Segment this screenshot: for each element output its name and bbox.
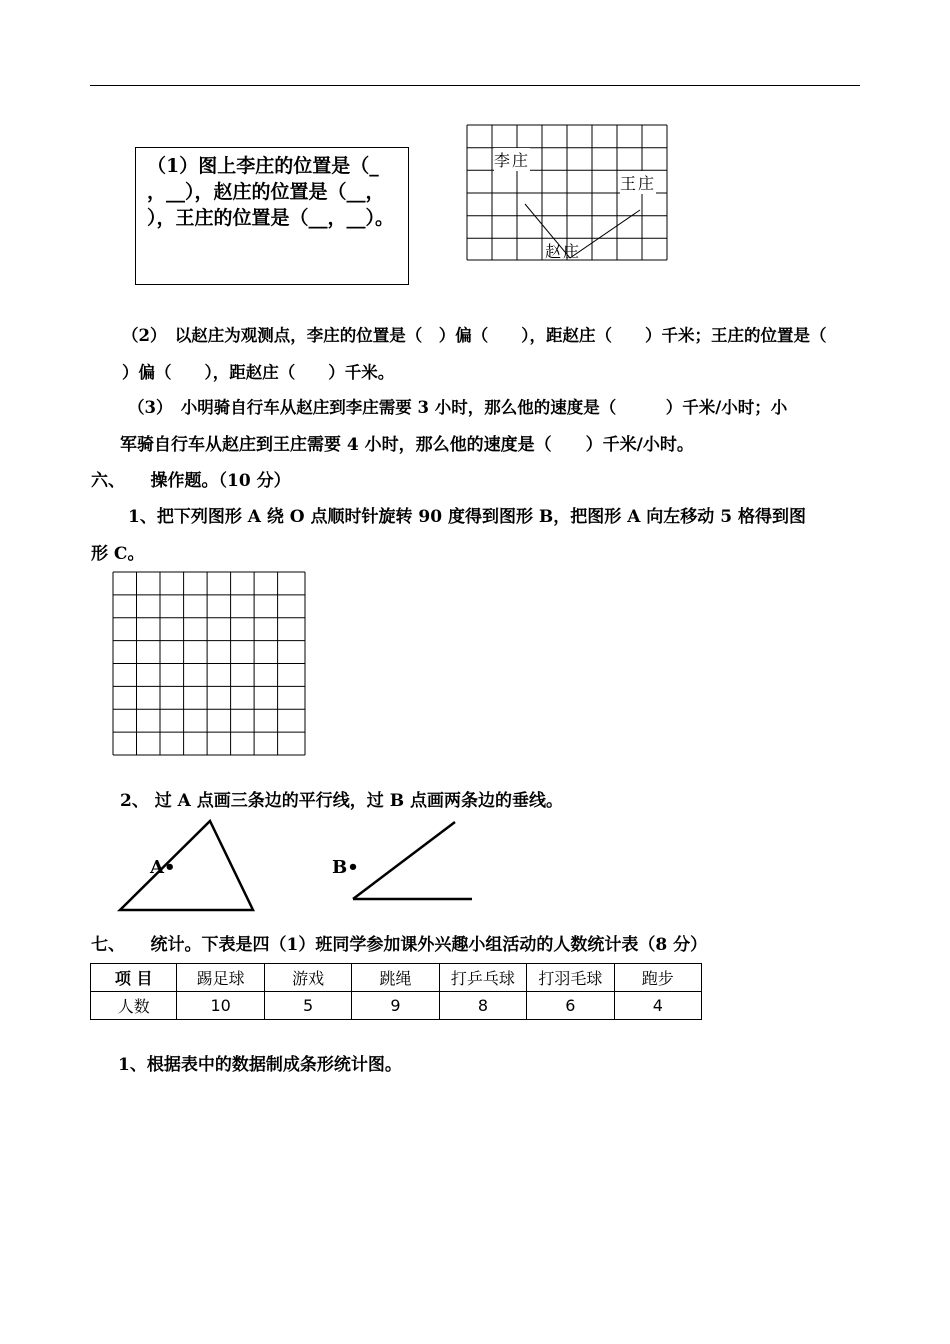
table-cell: 踢足球 (177, 964, 264, 992)
stats-question-1: 1、根据表中的数据制成条形统计图。 (118, 1055, 402, 1075)
table-cell: 5 (264, 992, 351, 1020)
table-cell: 跳绳 (352, 964, 439, 992)
table-cell: 人数 (91, 992, 177, 1020)
angle-figure (345, 815, 475, 905)
question-3-line2: 军骑自行车从赵庄到王庄需要 4 小时，那么他的速度是（ ）千米/小时。 (120, 435, 694, 455)
table-cell: 打羽毛球 (527, 964, 614, 992)
top-rule (90, 85, 860, 86)
op-question-2: 2、 过 A 点画三条边的平行线，过 B 点画两条边的垂线。 (120, 791, 563, 811)
question-3-line1: （3） 小明骑自行车从赵庄到李庄需要 3 小时，那么他的速度是（ ）千米/小时；小 (128, 398, 788, 417)
label-lizhuang: 李庄 (494, 148, 530, 171)
table-row (91, 992, 702, 1020)
question-box-text: （1）图上李庄的位置是（_ ，__），赵庄的位置是（__， ），王庄的位置是（__，__）。 (147, 155, 395, 229)
op-question-1-line1: 1、把下列图形 A 绕 O 点顺时针旋转 90 度得到图形 B，把图形 A 向左移动 5 格得到图 (128, 507, 806, 527)
point-a-label: A• (150, 857, 176, 878)
table-header-row (91, 964, 702, 992)
table-cell: 项 目 (91, 964, 177, 992)
table-cell: 8 (439, 992, 526, 1020)
table-cell: 游戏 (264, 964, 351, 992)
table-cell: 4 (614, 992, 701, 1020)
table-cell: 10 (177, 992, 264, 1020)
question-2-line1: （2） 以赵庄为观测点，李庄的位置是（ ）偏（ ），距赵庄（ ）千米；王庄的位置是（ (122, 326, 827, 345)
point-b-label: B• (332, 857, 359, 878)
table-cell: 9 (352, 992, 439, 1020)
question-2-line2: ）偏（ ），距赵庄（ ）千米。 (122, 363, 395, 382)
op-question-1-line2: 形 C。 (91, 544, 145, 564)
table-cell: 打乒乓球 (439, 964, 526, 992)
section-6-title: 六、 操作题。（10 分） (91, 471, 291, 491)
rotation-grid (112, 571, 306, 757)
table-cell: 6 (527, 992, 614, 1020)
table-cell: 跑步 (614, 964, 701, 992)
section-7-title: 七、 统计。下表是四（1）班同学参加课外兴趣小组活动的人数统计表（8 分） (91, 935, 708, 955)
label-wangzhuang: 王庄 (620, 171, 656, 194)
stats-table (90, 963, 702, 1020)
label-zhaozhuang: 赵庄 (545, 242, 582, 261)
triangle-figure (110, 815, 270, 915)
